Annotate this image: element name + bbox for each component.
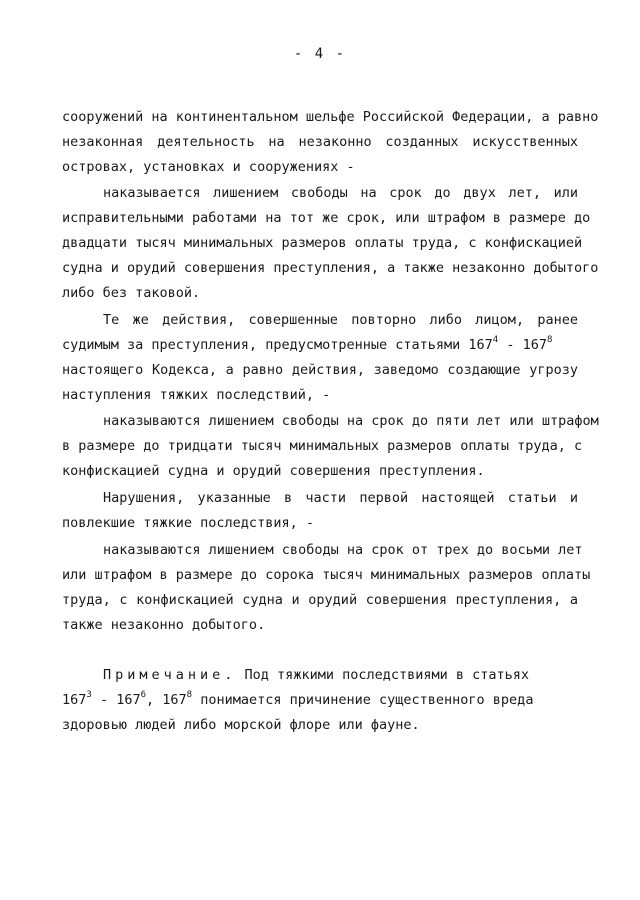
note-label: Примечание. xyxy=(103,667,237,683)
paragraph-2-line-4: судна и орудий совершения преступления, а также незаконно добытого xyxy=(62,260,599,276)
note-line-1 xyxy=(103,669,578,683)
paragraph-6-line-4: также незаконно добытого. xyxy=(62,617,266,633)
paragraph-1-line-1: сооружений на континентальном шельфе Российской Федерации, а равно xyxy=(62,109,599,125)
paragraph-3-line-2-range: - 167 xyxy=(498,337,547,353)
paragraph-4-line-1: наказываются лишением свободы на срок до пяти лет или штрафом xyxy=(103,413,599,429)
paragraph-3-line-1: Те же действия, совершенные повторно либо лицом, ранее xyxy=(103,312,578,328)
note-line-2 xyxy=(62,690,578,708)
note-range: - 167 xyxy=(91,692,141,708)
paragraph-3-line-3: настоящего Кодекса, а равно действия, заведомо создающие угрозу xyxy=(62,362,578,378)
paragraph-6-line-3: труда, с конфискацией судна и орудий совершения преступления, а xyxy=(62,592,578,608)
note-line-1-text: Под тяжкими последствиями в статьях xyxy=(244,667,530,683)
paragraph-2-line-5: либо без таковой. xyxy=(62,285,201,301)
superscript: 6 xyxy=(140,690,147,700)
paragraph-2-line-1: наказывается лишением свободы на срок до двух лет, или xyxy=(103,185,578,201)
superscript: 8 xyxy=(546,335,553,345)
paragraph-4-line-3: конфискацией судна и орудий совершения преступления. xyxy=(62,463,485,479)
note-line-2-text: понимается причинение существенного вреда xyxy=(192,692,534,708)
paragraph-1-line-3: островах, установках и сооружениях - xyxy=(62,159,355,175)
superscript: 4 xyxy=(492,335,499,345)
paragraph-3-line-4: наступления тяжких последствий, - xyxy=(62,387,331,403)
paragraph-2-line-2: исправительными работами на тот же срок, или штрафом в размере до xyxy=(62,210,591,226)
paragraph-3-line-2 xyxy=(62,335,578,353)
note-line-3: здоровью людей либо морской флоре или фауне. xyxy=(62,717,420,733)
paragraph-6-line-2: или штрафом в размере до сорока тысяч минимальных размеров оплаты xyxy=(62,567,591,583)
paragraph-3-line-2-text: судимым за преступления, предусмотренные статьями 167 xyxy=(62,337,493,353)
paragraph-6-line-1: наказываются лишением свободы на срок от трех до восьми лет xyxy=(103,542,583,558)
paragraph-4-line-2: в размере до тридцати тысяч минимальных размеров оплаты труда, с xyxy=(62,438,583,454)
superscript: 3 xyxy=(86,690,92,700)
paragraph-5-line-1: Нарушения, указанные в части первой настоящей статьи и xyxy=(103,490,578,506)
page-number: - 4 - xyxy=(293,46,347,62)
superscript: 8 xyxy=(186,690,193,700)
paragraph-1-line-2: незаконная деятельность на незаконно созданных искусственных xyxy=(62,134,578,150)
paragraph-2-line-3: двадцати тысяч минимальных размеров оплаты труда, с конфискацией xyxy=(62,235,583,251)
note-article-ref: , 167 xyxy=(146,692,187,708)
note-article-ref: 167 xyxy=(62,692,87,708)
paragraph-5-line-2: повлекшие тяжкие последствия, - xyxy=(62,515,314,531)
